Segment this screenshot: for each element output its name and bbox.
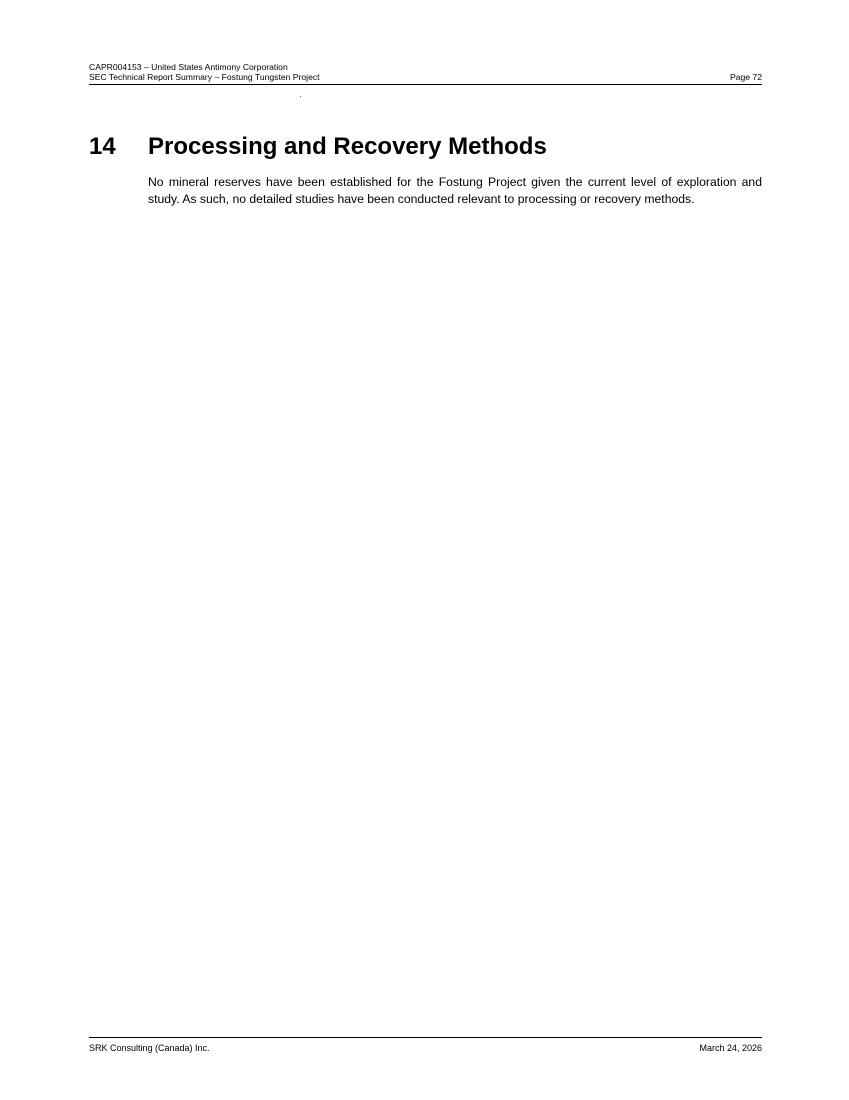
section-title: Processing and Recovery Methods xyxy=(148,133,547,160)
page-footer xyxy=(89,1037,762,1054)
section-number: 14 xyxy=(89,133,116,160)
footer-company: SRK Consulting (Canada) Inc. xyxy=(89,1043,210,1053)
section-14 xyxy=(89,132,762,208)
header-report-title: SEC Technical Report Summary – Fostung Tungsten Project xyxy=(89,72,320,82)
section-paragraph: No mineral reserves have been established for the Fostung Project given the current level of exploration and study. As such, no detailed studies have been conducted relevant to processing or recovery methods. xyxy=(148,175,762,206)
stray-dot xyxy=(300,96,301,97)
section-heading xyxy=(89,132,762,162)
page-header xyxy=(89,62,762,85)
header-report-id: CAPR004153 – United States Antimony Corporation xyxy=(89,62,288,72)
footer-date: March 24, 2026 xyxy=(699,1043,762,1053)
header-row xyxy=(89,72,762,82)
page-number: Page 72 xyxy=(729,72,762,82)
